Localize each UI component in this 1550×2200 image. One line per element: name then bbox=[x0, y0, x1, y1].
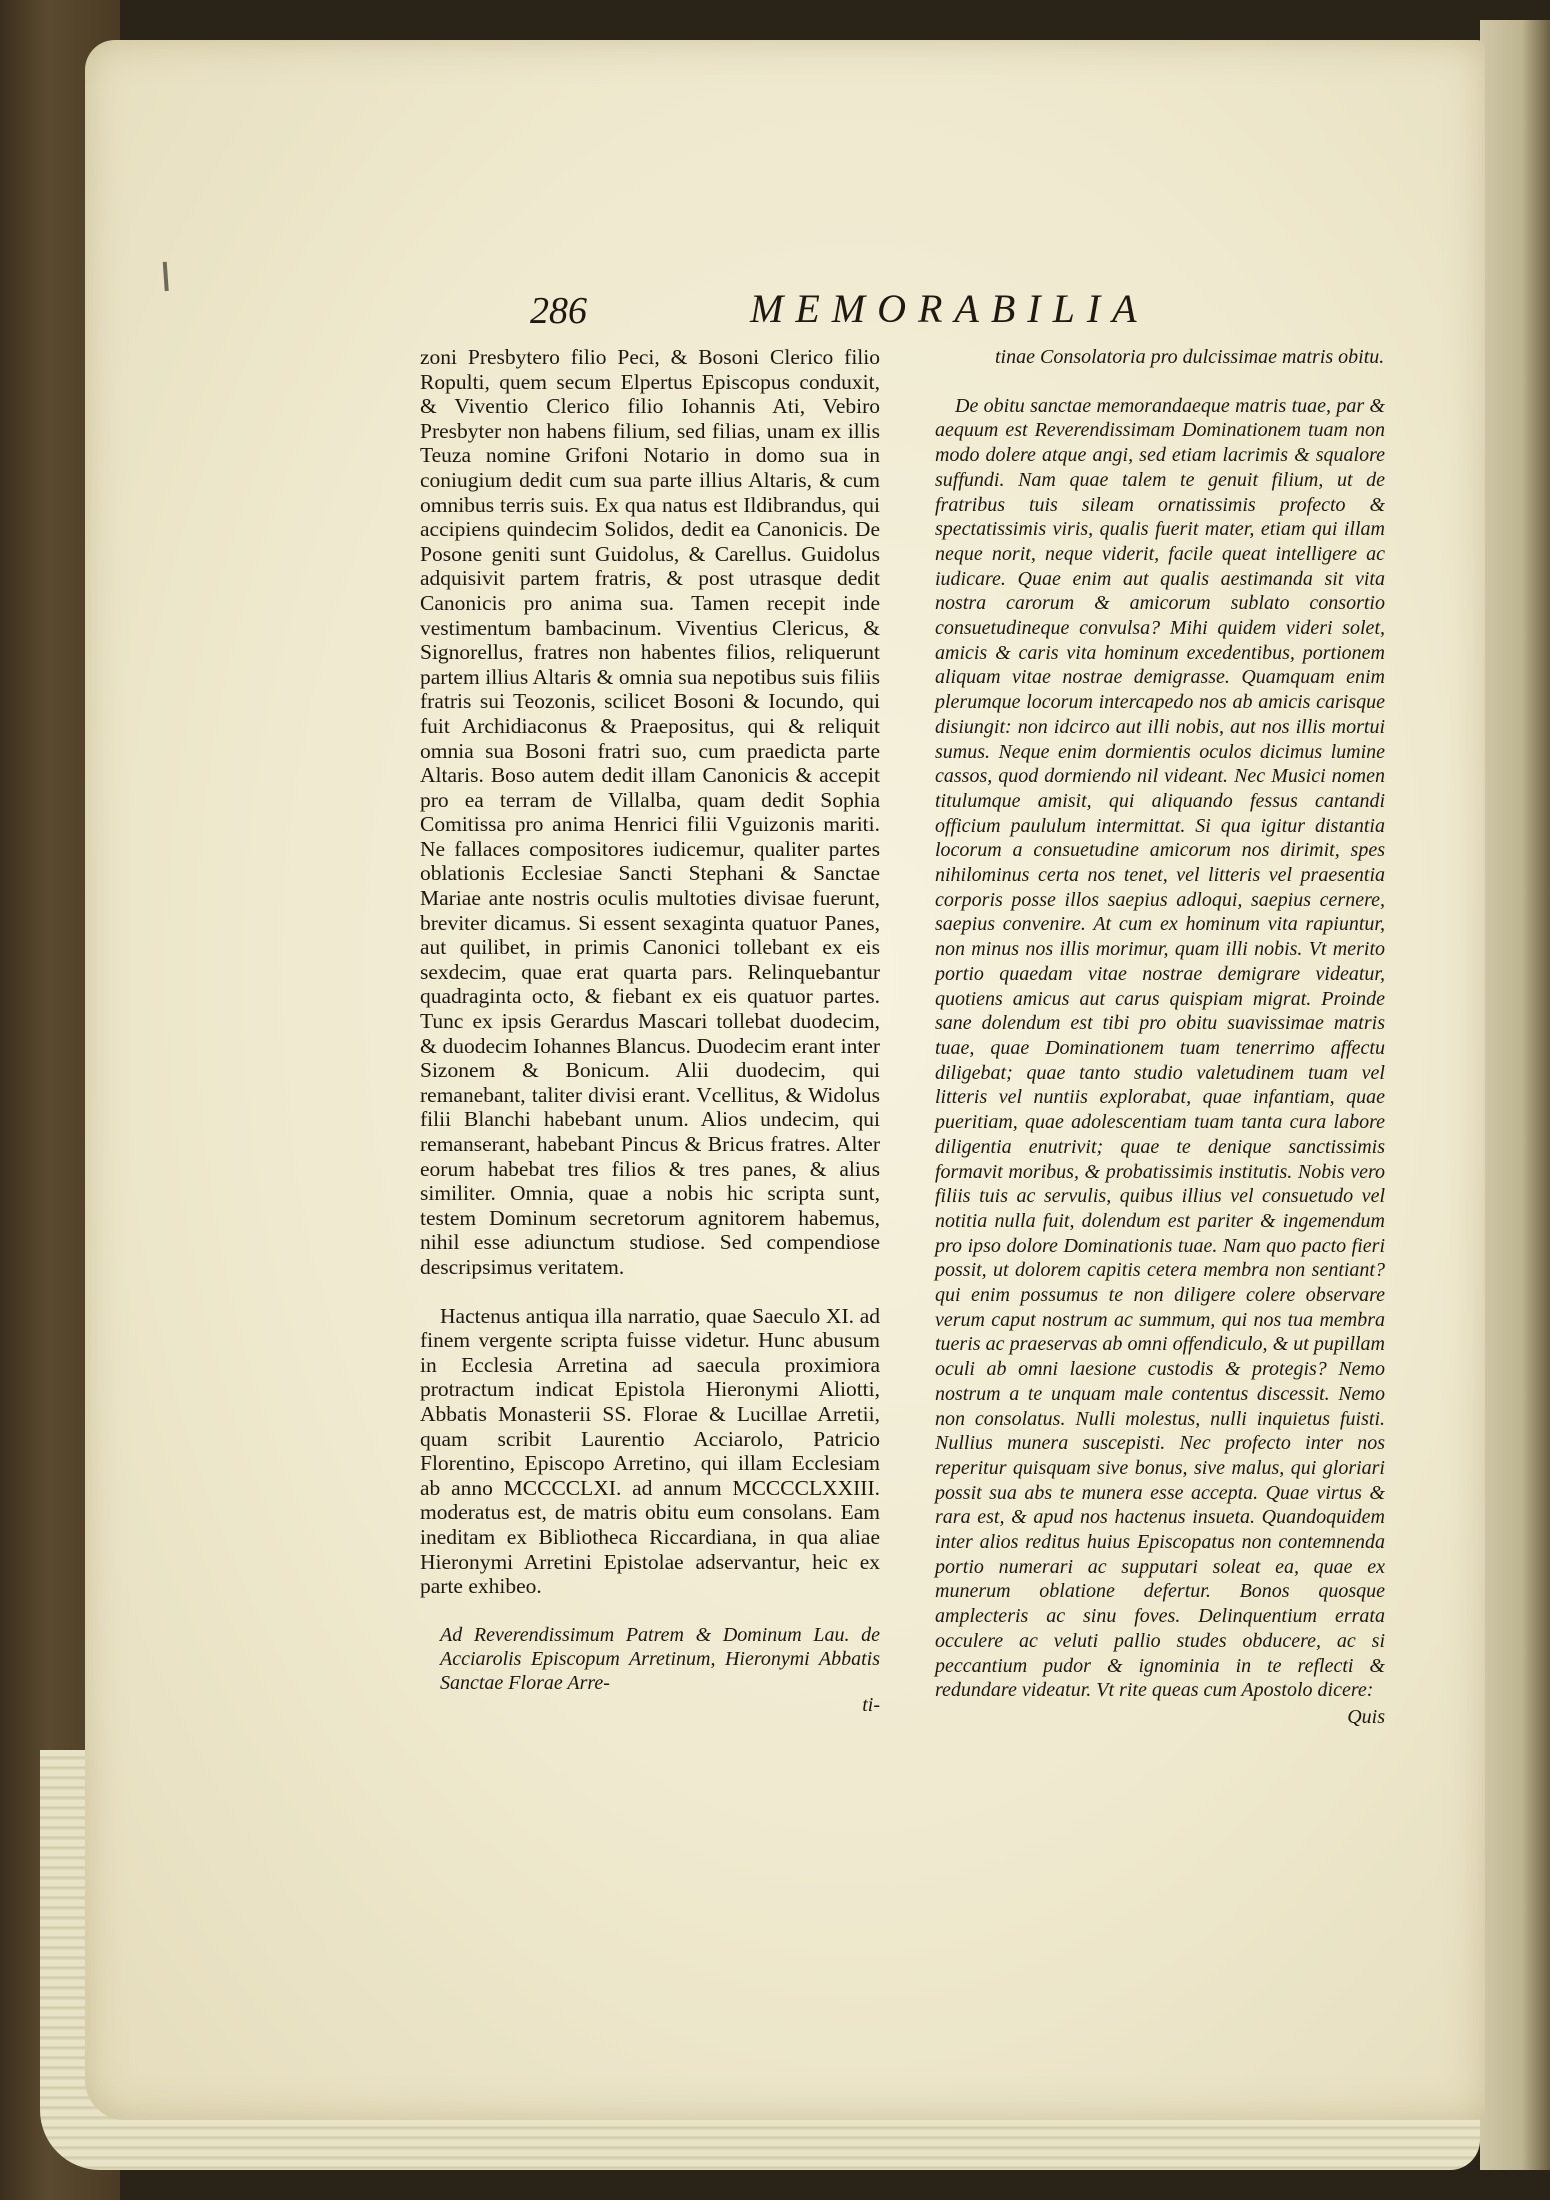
right-catchword: Quis bbox=[1347, 1705, 1385, 1728]
page-number: 286 bbox=[530, 290, 587, 332]
letter-caption: tinae Consolatoria pro dulcissimae matris obitu. bbox=[995, 346, 1385, 368]
right-column bbox=[935, 345, 1385, 1730]
left-paragraph-2: Hactenus antiqua illa narratio, quae Saeculo XI. ad finem vergente scripta fuisse videtur. Hunc abusum in Ecclesia Arretina ad saecula proximiora protractum indicat Epistola Hieronymi Aliotti, Abbatis Monasterii SS. Florae & Lucillae Arretii, quam scribit Laurentio Acciarolo, Patricio Florentino, Episcopo Arretino, qui illam Ecclesiam ab anno MCCCCLXI. ad annum MCCCCLXXIII. moderatus est, de matris obitu eum consolans. Eam ineditam ex Bibliotheca Riccardiana, in qua aliae Hieronymi Arretini Epistolae adservantur, heic ex parte exhibeo. bbox=[420, 1303, 880, 1599]
right-paragraph: De obitu sanctae memorandaeque matris tuae, par & aequum est Reverendissimam Dominationem tuam non modo dolere atque angi, sed etiam lacrimis & squalore suffundi. Nam quae talem te genuit filium, ut de fratribus tuis sileam ornatissimis profecto & spectatissimis viris, qualis fuerit mater, etiam qui illam neque norit, neque viderit, facile queat intelligere ac iudicare. Quae enim aut qualis aestimanda sit vita nostra carorum & amicorum sublato consortio consuetudineque convulsa? Mihi quidem videri solet, amicis & caris vita hominum excedentibus, portionem aliquam vitae nostrae demigrasse. Quamquam enim plerumque locorum intercapedo nos ab amicis carisque disiungit: non idcirco aut illi nobis, aut nos illis mortui sumus. Neque enim dormientis oculos dicimus lumine cassos, quod dormiendo nil videant. Nec Musici nomen titulumque amisit, qui aliquando fessus cantandi officium paululum intermittat. Si qua igitur distantia locorum a consuetudine amicorum nos dirimit, spes nihilominus certa nos tenet, vel litteris vel praesentia corporis posse illos saepius adloqui, saepius cernere, saepius convenire. At cum ex hominum vita rapiuntur, non minus nos illis morimur, quam illi nobis. Vt merito portio quaedam vitae nostrae demigrare videatur, quotiens amicus aut carus quispiam migrat. Proinde sane dolendum est tibi pro obitu suavissimae matris tuae, quae Dominationem tuam tenerrimo affectu diligebat; quae tanto studio valetudinem tuam vel litteris vel nuntiis explorabat, quae infantiam, quae pueritiam, quae adolescentiam tuam tanta cura labore diligentia enutrivit; quae te denique sanctissimis formavit moribus, & probatissimis institutis. Nobis vero filiis tuis ac servulis, quibus illius vel consuetudo vel notitia nulla fuit, dolendum est pariter & ingemendum pro ipso dolore Dominationis tuae. Nam quo pacto fieri possit, ut dolorem capitis cetera membra non sentiant? qui enim possumus te non diligere colere observare verum caput nostrum ac summum, qui nos tua membra tueris ac praeservas ab omni offendiculo, & ut pupillam oculi ab omni laesione custodis & protegis? Nemo nostrum a te unquam male contentus discessit. Nemo non consolatus. Nulli molestus, nulli inquietus fuisti. Nullius munera suscepisti. Nec profecto inter nos reperitur quisquam sive bonus, sive malus, qui gloriari possit sua abs te munera esse accepta. Quae virtus & rara est, & apud nos hactenus insueta. Quandoquidem inter alios reditus huius Episcopatus non contemnenda portio numerari ac supputari soleat ea, quae ex munerum oblatione defertur. Bonos quosque amplecteris ac sinu foves. Delinquentium errata occulere ac veluti pallio studes obducere, ac si peccantium pudor & ignominia in te reflecti & redundare videatur. Vt rite queas cum Apostolo dicere: bbox=[935, 394, 1385, 1702]
letter-address: Ad Reverendissimum Patrem & Dominum Lau. de Acciarolis Episcopum Arretinum, Hieronymi Abbatis Sanctae Florae Arre- bbox=[440, 1623, 880, 1694]
page-header bbox=[530, 285, 1230, 345]
running-title: MEMORABILIA bbox=[750, 286, 1149, 331]
left-column bbox=[420, 345, 880, 1717]
facing-page-edge bbox=[1480, 20, 1550, 2170]
left-catchword: ti- bbox=[862, 1693, 880, 1716]
left-paragraph-1: zoni Presbytero filio Peci, & Bosoni Clerico filio Ropulti, quem secum Elpertus Episcopus conduxit, & Viventio Clerico filio Iohannis Ati, Vebiro Presbyter non habens filium, sed filias, unam ex illis Teuza nomine Grifoni Notario in domo sua in coniugium dedit cum sua parte illius Altaris, & cum omnibus terris suis. Ex qua natus est Ildibrandus, qui accipiens quindecim Solidos, dedit ea Canonicis. De Posone geniti sunt Guidolus, & Carellus. Guidolus adquisivit partem fratris, & post utrasque dedit Canonicis pro anima sua. Tamen recepit inde vestimentum bambacinum. Viventius Clericus, & Signorellus, fratres non habentes filios, reliquerunt partem illius Altaris & omnia sua nepotibus suis filiis fratris sui Teozonis, scilicet Bosoni & Iocundo, qui fuit Archidiaconus & Praepositus, qui & reliquit omnia sua Bosoni fratri suo, cum praedicta parte Altaris. Boso autem dedit illam Canonicis & accepit pro ea terram de Villalba, quam dedit Sophia Comitissa pro anima Henrici filii Vguizonis mariti. Ne fallaces compositores iudicemur, qualiter partes oblationis Ecclesiae Sancti Stephani & Sanctae Mariae ante nostris oculis multoties divisae fuerunt, breviter dicamus. Si essent sexaginta quatuor Panes, aut quilibet, in primis Canonici tollebant ex eis sexdecim, quae erat quarta pars. Relinquebantur quadraginta octo, & fiebant ex eis quatuor partes. Tunc ex ipsis Gerardus Mascari tollebat duodecim, & duodecim Iohannes Blancus. Duodecim erant inter Sizonem & Bonicum. Alii duodecim, qui remanebant, taliter divisi erant. Vcellitus, & Widolus filii Blanchi habebant unum. Alios undecim, qui remanserant, habebant Pincus & Bricus fratres. Alter eorum habebat tres filios & tres panes, & alius similiter. Omnia, quae a nobis hic scripta sunt, testem Dominum secretorum agnitorem habemus, nihil esse adiunctum studiose. Sed compendiose descripsimus veritatem. bbox=[420, 345, 880, 1279]
pencil-mark: I bbox=[158, 254, 174, 302]
